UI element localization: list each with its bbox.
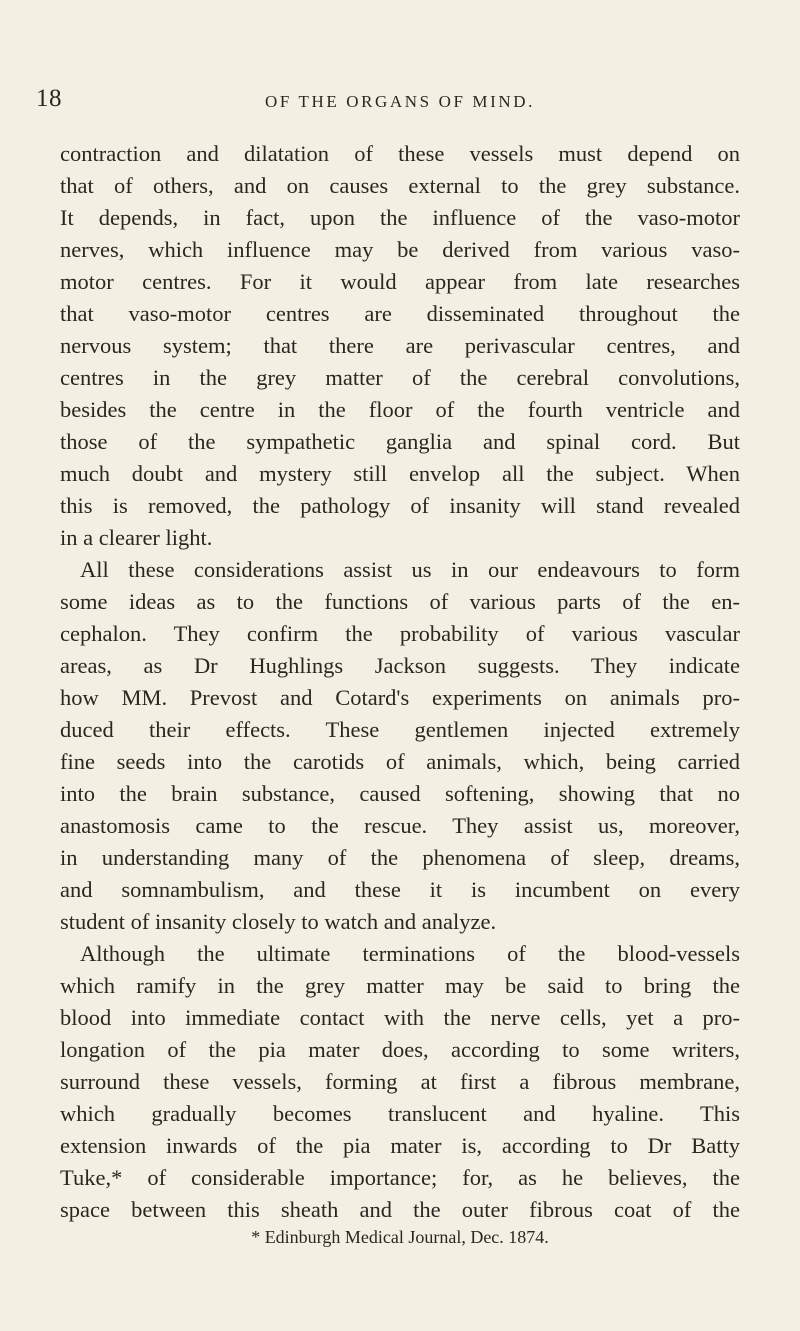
text-line: in a clearer light. — [60, 525, 213, 550]
text-line: duced their effects. These gentlemen injected extremely — [60, 717, 740, 742]
text-line: contraction and dilatation of these vessels must depend on — [60, 141, 740, 166]
text-line: cephalon. They confirm the probability of various vascular — [60, 621, 740, 646]
text-line: that of others, and on causes external to the grey substance. — [60, 173, 740, 198]
text-line: centres in the grey matter of the cerebral convolutions, — [60, 365, 740, 390]
text-line: student of insanity closely to watch and analyze. — [60, 909, 497, 934]
text-line: longation of the pia mater does, according to some writers, — [60, 1037, 740, 1062]
text-line: All these considerations assist us in our endeavours to form — [80, 557, 740, 582]
text-line: which ramify in the grey matter may be said to bring the — [60, 973, 740, 998]
text-line: that vaso-motor centres are disseminated throughout the — [60, 301, 740, 326]
text-line: fine seeds into the carotids of animals, which, being carried — [60, 749, 740, 774]
text-line: how MM. Prevost and Cotard's experiments on animals pro- — [60, 685, 740, 710]
text-line: space between this sheath and the outer fibrous coat of the — [60, 1197, 740, 1222]
text-line: this is removed, the pathology of insanity will stand revealed — [60, 493, 740, 518]
text-line: Although the ultimate terminations of the blood-vessels — [80, 941, 740, 966]
footnote: * Edinburgh Medical Journal, Dec. 1874. — [251, 1227, 549, 1247]
text-line: those of the sympathetic ganglia and spinal cord. But — [60, 429, 740, 454]
text-line: It depends, in fact, upon the influence of the vaso-motor — [60, 205, 740, 230]
text-line: nervous system; that there are perivascular centres, and — [60, 333, 740, 358]
text-line: motor centres. For it would appear from late researches — [60, 269, 740, 294]
text-line: anastomosis came to the rescue. They assist us, moreover, — [60, 813, 740, 838]
text-line: extension inwards of the pia mater is, according to Dr Batty — [60, 1133, 740, 1158]
text-line: nerves, which influence may be derived from various vaso- — [60, 237, 740, 262]
text-line: which gradually becomes translucent and hyaline. This — [60, 1101, 740, 1126]
page-header — [0, 84, 800, 118]
text-line: Tuke,* of considerable importance; for, as he believes, the — [60, 1165, 740, 1190]
text-line: much doubt and mystery still envelop all the subject. When — [60, 461, 740, 486]
text-line: some ideas as to the functions of various parts of the en- — [60, 589, 740, 614]
text-line: blood into immediate contact with the nerve cells, yet a pro- — [60, 1005, 740, 1030]
text-line: besides the centre in the floor of the fourth ventricle and — [60, 397, 740, 422]
body-text — [60, 138, 740, 1226]
text-line: areas, as Dr Hughlings Jackson suggests. They indicate — [60, 653, 740, 678]
text-line: and somnambulism, and these it is incumbent on every — [60, 877, 740, 902]
text-line: into the brain substance, caused softening, showing that no — [60, 781, 740, 806]
text-line: surround these vessels, forming at first a fibrous membrane, — [60, 1069, 740, 1094]
text-line: in understanding many of the phenomena of sleep, dreams, — [60, 845, 740, 870]
running-title: OF THE ORGANS OF MIND. — [265, 92, 535, 111]
page-number: 18 — [36, 85, 62, 112]
